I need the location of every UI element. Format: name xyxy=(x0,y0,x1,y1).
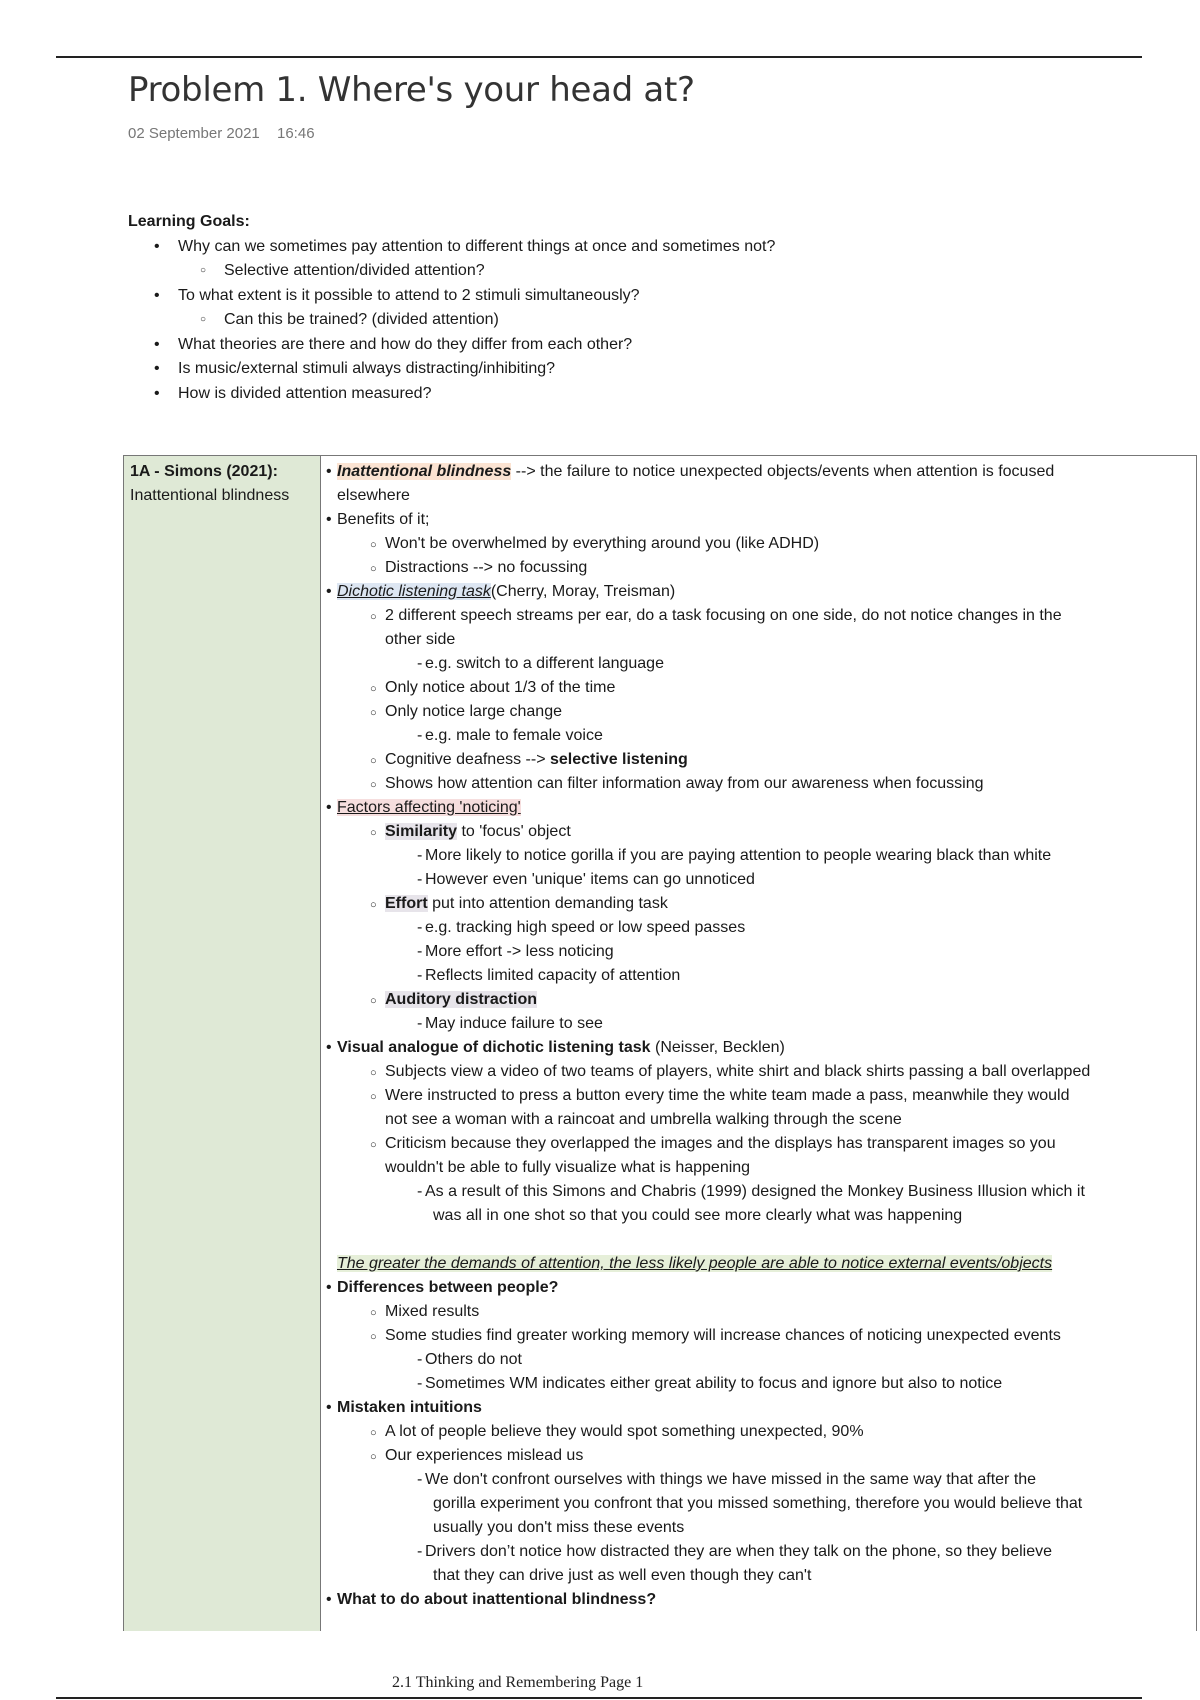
note-line xyxy=(321,628,1196,652)
goal-item: • Is music/external stimuli always distracting/inhibiting? xyxy=(128,357,775,382)
note-line xyxy=(321,460,1196,484)
note-text: e.g. switch to a different language xyxy=(425,655,664,672)
note-line xyxy=(321,1372,1196,1396)
note-line xyxy=(321,1060,1196,1084)
note-line xyxy=(321,916,1196,940)
note-text: Some studies find greater working memory will increase chances of noticing unexpected events xyxy=(385,1327,1061,1344)
note-line xyxy=(321,1348,1196,1372)
note-line xyxy=(321,1540,1196,1564)
note-line xyxy=(321,748,1196,772)
note-line xyxy=(321,1468,1196,1492)
topic-cell xyxy=(124,456,321,1631)
note-line xyxy=(321,1156,1196,1180)
note-line xyxy=(321,964,1196,988)
note-line xyxy=(321,604,1196,628)
note-text: Cognitive deafness --> xyxy=(385,751,550,768)
note-text: selective listening xyxy=(549,751,688,768)
note-line xyxy=(321,1276,1196,1300)
note-line xyxy=(321,724,1196,748)
note-text: e.g. tracking high speed or low speed passes xyxy=(425,919,746,936)
note-line xyxy=(321,1300,1196,1324)
goal-item: • How is divided attention measured? xyxy=(128,382,775,407)
note-line xyxy=(321,1108,1196,1132)
note-text: was all in one shot so that you could see more clearly what was happening xyxy=(433,1207,963,1224)
note-text: Effort xyxy=(385,895,428,912)
note-text: Distractions --> no focussing xyxy=(385,559,588,576)
note-line xyxy=(321,1396,1196,1420)
note-text: Won't be overwhelmed by everything around you (like ADHD) xyxy=(385,535,820,552)
note-text: What to do about inattentional blindness? xyxy=(337,1591,657,1608)
note-text: More effort -> less noticing xyxy=(425,943,614,960)
note-line xyxy=(321,1516,1196,1540)
note-line xyxy=(321,844,1196,868)
note-text: Auditory distraction xyxy=(385,991,538,1008)
notes-content xyxy=(321,460,1196,1612)
note-line xyxy=(321,1180,1196,1204)
learning-goals xyxy=(128,210,775,406)
note-line xyxy=(321,556,1196,580)
note-text: gorilla experiment you confront that you missed something, therefore you would believe that xyxy=(433,1495,1083,1512)
note-line xyxy=(321,988,1196,1012)
note-text: Dichotic listening task xyxy=(337,583,491,600)
note-text: Factors affecting 'noticing' xyxy=(337,799,521,816)
note-text: e.g. male to female voice xyxy=(425,727,603,744)
note-line xyxy=(321,772,1196,796)
note-time: 16:46 xyxy=(277,125,315,142)
note-text: Benefits of it; xyxy=(337,511,430,528)
note-text: Mistaken intuitions xyxy=(337,1399,482,1416)
note-line xyxy=(321,1324,1196,1348)
note-line xyxy=(321,1036,1196,1060)
note-text: Mixed results xyxy=(385,1303,480,1320)
note-text: wouldn't be able to fully visualize what is happening xyxy=(385,1159,751,1176)
goal-item: • To what extent is it possible to attend to 2 stimuli simultaneously? xyxy=(128,284,775,309)
note-line xyxy=(321,796,1196,820)
notes-table xyxy=(123,455,1197,1631)
note-text: Criticism because they overlapped the images and the displays has transparent images so you xyxy=(385,1135,1056,1152)
goal-subitem: ○ Selective attention/divided attention? xyxy=(128,259,775,284)
note-text: Reflects limited capacity of attention xyxy=(425,967,681,984)
note-line xyxy=(321,1084,1196,1108)
note-text: More likely to notice gorilla if you are paying attention to people wearing black than white xyxy=(425,847,1052,864)
spacer xyxy=(321,1228,1196,1252)
note-text: Visual analogue of dichotic listening task xyxy=(337,1039,651,1056)
note-text: --> the failure to notice unexpected objects/events when attention is focused xyxy=(511,463,1055,480)
note-date: 02 September 2021 xyxy=(128,125,260,142)
top-rule xyxy=(56,56,1142,58)
learning-goals-heading: Learning Goals: xyxy=(128,213,250,230)
note-text: put into attention demanding task xyxy=(427,895,668,912)
page-footer: 2.1 Thinking and Remembering Page 1 xyxy=(392,1674,644,1691)
note-text: other side xyxy=(385,631,456,648)
note-text: May induce failure to see xyxy=(425,1015,603,1032)
note-text: Others do not xyxy=(425,1351,522,1368)
goal-item: • What theories are there and how do they differ from each other? xyxy=(128,333,775,358)
note-line xyxy=(321,484,1196,508)
topic-subtitle: Inattentional blindness xyxy=(130,487,290,504)
note-line xyxy=(321,1588,1196,1612)
goal-subitem: ○ Can this be trained? (divided attention) xyxy=(128,308,775,333)
note-line xyxy=(321,700,1196,724)
note-text: Similarity xyxy=(385,823,458,840)
note-text: elsewhere xyxy=(337,487,410,504)
note-text: usually you don't miss these events xyxy=(433,1519,685,1536)
note-line xyxy=(321,940,1196,964)
note-text: Only notice about 1/3 of the time xyxy=(385,679,616,696)
note-text: As a result of this Simons and Chabris (1999) designed the Monkey Business Illusion which it xyxy=(425,1183,1085,1200)
note-text: (Neisser, Becklen) xyxy=(650,1039,785,1056)
note-text: Subjects view a video of two teams of players, white shirt and black shirts passing a ball overlapped xyxy=(385,1063,1091,1080)
note-line xyxy=(321,1564,1196,1588)
note-line xyxy=(321,868,1196,892)
note-line xyxy=(321,1252,1196,1276)
note-text: to 'focus' object xyxy=(457,823,571,840)
note-line xyxy=(321,532,1196,556)
bottom-rule xyxy=(56,1697,1142,1699)
note-text: Inattentional blindness xyxy=(337,463,512,480)
page-title: Problem 1. Where's your head at? xyxy=(128,70,695,110)
note-text: Shows how attention can filter information away from our awareness when focussing xyxy=(385,775,984,792)
notes-cell xyxy=(321,456,1196,1631)
note-line xyxy=(321,1444,1196,1468)
note-line xyxy=(321,1132,1196,1156)
note-text: Drivers don’t notice how distracted they are when they talk on the phone, so they believe xyxy=(425,1543,1053,1560)
note-text: not see a woman with a raincoat and umbrella walking through the scene xyxy=(385,1111,902,1128)
note-text: Sometimes WM indicates either great ability to focus and ignore but also to notice xyxy=(425,1375,1003,1392)
note-line xyxy=(321,1012,1196,1036)
note-line xyxy=(321,652,1196,676)
note-line xyxy=(321,892,1196,916)
note-text: Our experiences mislead us xyxy=(385,1447,584,1464)
note-text: 2 different speech streams per ear, do a task focusing on one side, do not notice changes in the xyxy=(385,607,1062,624)
note-text: (Cherry, Moray, Treisman) xyxy=(490,583,676,600)
note-text: However even 'unique' items can go unnoticed xyxy=(425,871,755,888)
note-text: Differences between people? xyxy=(337,1279,559,1296)
goal-item: • Why can we sometimes pay attention to different things at once and sometimes not? xyxy=(128,235,775,260)
note-line xyxy=(321,1492,1196,1516)
note-line xyxy=(321,676,1196,700)
note-text: We don't confront ourselves with things we have missed in the same way that after the xyxy=(425,1471,1037,1488)
note-text: Only notice large change xyxy=(385,703,562,720)
learning-goals-list xyxy=(128,235,775,407)
note-line xyxy=(321,1420,1196,1444)
note-text: Were instructed to press a button every time the white team made a pass, meanwhile they would xyxy=(385,1087,1070,1104)
note-line xyxy=(321,508,1196,532)
note-line xyxy=(321,1204,1196,1228)
topic-title: 1A - Simons (2021): xyxy=(130,463,278,480)
note-text: that they can drive just as well even though they can't xyxy=(433,1567,812,1584)
note-text: The greater the demands of attention, the less likely people are able to notice external events/objects xyxy=(337,1255,1053,1272)
note-text: A lot of people believe they would spot something unexpected, 90% xyxy=(385,1423,864,1440)
note-line xyxy=(321,580,1196,604)
note-line xyxy=(321,820,1196,844)
